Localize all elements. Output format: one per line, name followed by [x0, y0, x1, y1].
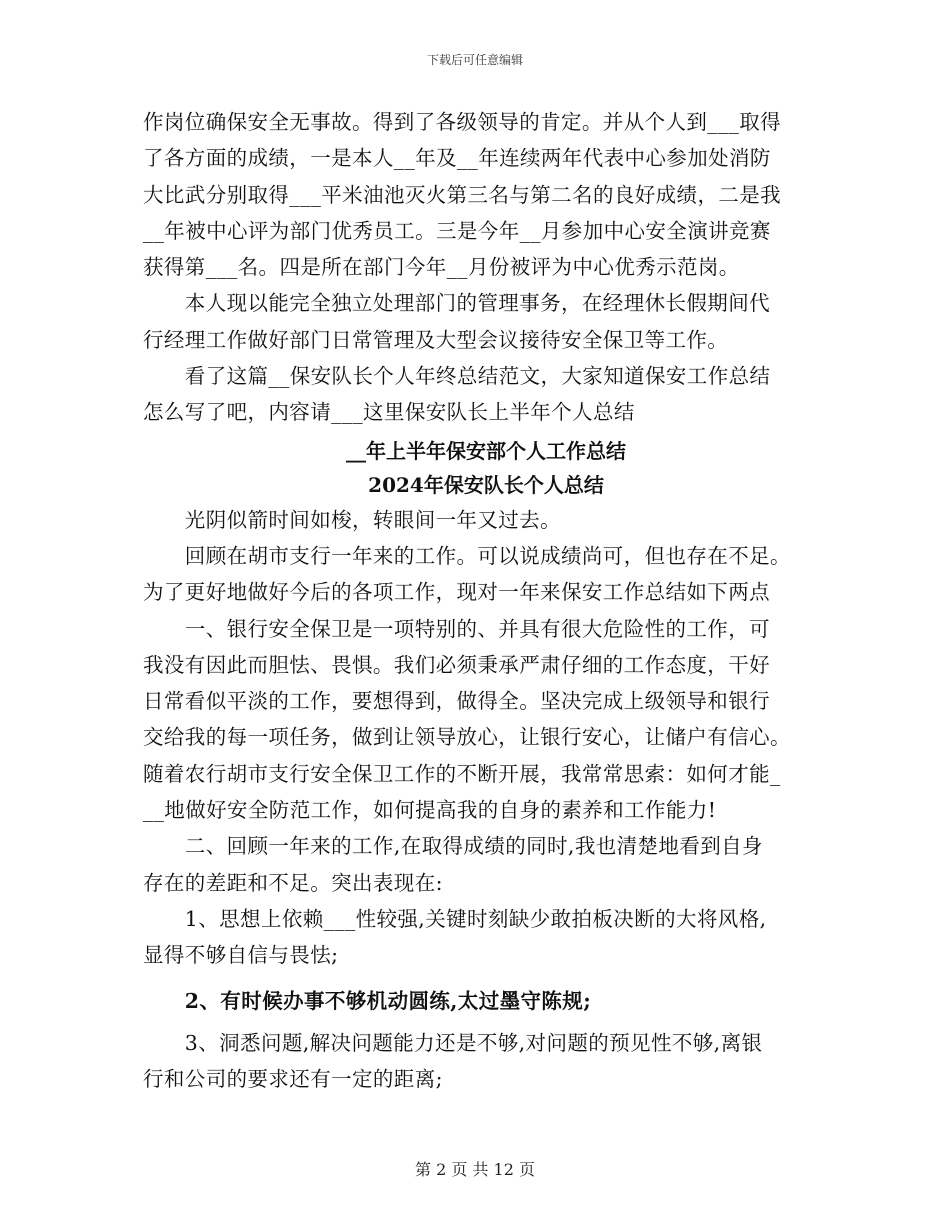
paragraph-line: 光阴似箭时间如梭，转眼间一年又过去。 [143, 507, 561, 532]
paragraph-line: 行经理工作做好部门日常管理及大型会议接待安全保卫等工作。 [143, 327, 729, 352]
paragraph-line: 我没有因此而胆怯、畏惧。我们必须秉承严肃仔细的工作态度，干好 [143, 652, 770, 677]
paragraph-line: 日常看似平淡的工作，要想得到，做得全。坚决完成上级领导和银行 [143, 689, 770, 714]
paragraph-line: 回顾在胡市支行一年来的工作。可以说成绩尚可，但也存在不足。 [143, 543, 791, 568]
paragraph-line: __地做好安全防范工作，如何提高我的自身的素养和工作能力! [143, 798, 717, 823]
paragraph-line: 行和公司的要求还有一定的距离; [143, 1067, 443, 1092]
document-body [143, 104, 809, 1097]
document-title: 2024年保安队长个人总结 [368, 472, 604, 497]
paragraph-line: 看了这篇__保安队长个人年终总结范文，大家知道保安工作总结 [143, 364, 771, 389]
paragraph-line: 为了更好地做好今后的各项工作，现对一年来保安工作总结如下两点 [143, 580, 770, 605]
paragraph-line: 随着农行胡市支行安全保卫工作的不断开展，我常常思索：如何才能_ [143, 761, 781, 786]
paragraph-line: 获得第___名。四是所在部门今年__月份被评为中心优秀示范岗。 [143, 255, 740, 280]
page-number: 第 2 页 共 12 页 [415, 1160, 535, 1179]
section-title: __年上半年保安部个人工作总结 [346, 438, 626, 463]
paragraph-line: 作岗位确保安全无事故。得到了各级领导的肯定。并从个人到___取得 [143, 110, 782, 134]
paragraph-line: 显得不够自信与畏怯; [143, 943, 339, 968]
paragraph-line: 一、银行安全保卫是一项特别的、并具有很大危险性的工作，可 [143, 616, 770, 641]
paragraph-line: 3、洞悉问题,解决问题能力还是不够,对问题的预见性不够,离银 [143, 1030, 763, 1055]
bold-paragraph-line: 2、有时候办事不够机动圆练,太过墨守陈规; [143, 988, 592, 1013]
paragraph-line: 存在的差距和不足。突出表现在: [143, 870, 443, 895]
paragraph-line: 二、回顾一年来的工作,在取得成绩的同时,我也清楚地看到自身 [143, 834, 763, 859]
paragraph-line: 1、思想上依赖___性较强,关键时刻缺少敢拍板决断的大将风格, [143, 906, 767, 931]
paragraph-line: 本人现以能完全独立处理部门的管理事务，在经理休长假期间代 [143, 291, 770, 316]
paragraph-line: 交给我的每一项任务，做到让领导放心，让银行安心，让储户有信心。 [143, 725, 791, 750]
paragraph-line: 大比武分别取得___平米油池灭火第三名与第二名的良好成绩，二是我 [143, 182, 782, 207]
paragraph-line: 怎么写了吧，内容请___这里保安队长上半年个人总结 [143, 400, 635, 425]
paragraph-line: __年被中心评为部门优秀员工。三是今年__月参加中心安全演讲竞赛 [143, 218, 771, 243]
paragraph-line: 了各方面的成绩，一是本人__年及__年连续两年代表中心参加处消防 [143, 146, 771, 171]
header-note: 下载后可任意编辑 [426, 53, 523, 67]
